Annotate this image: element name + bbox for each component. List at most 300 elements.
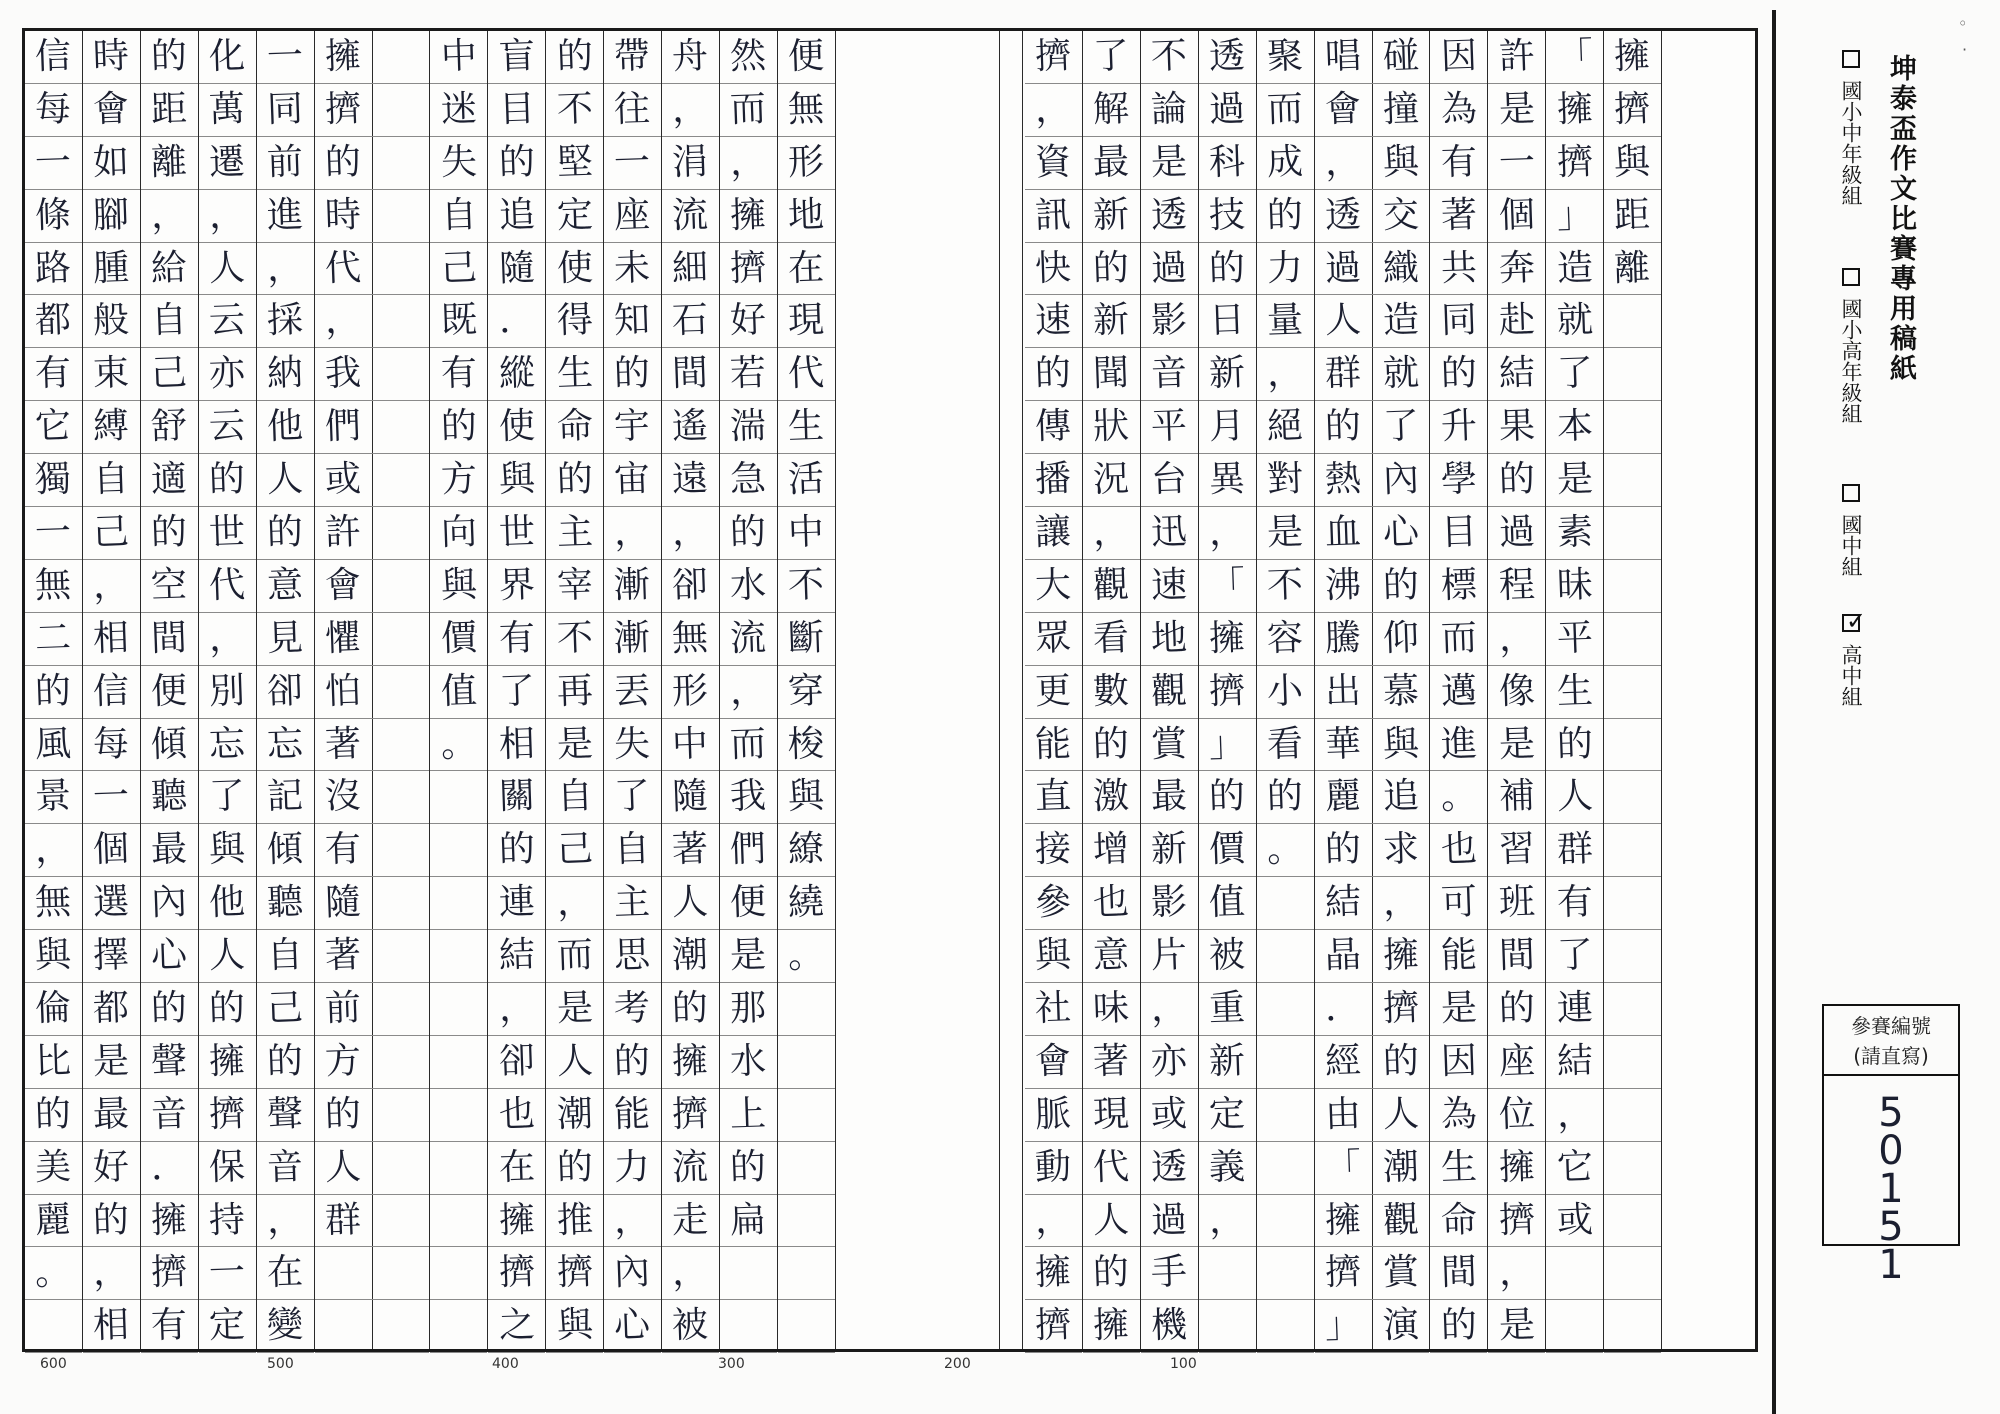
grid-cell[interactable] — [199, 1300, 256, 1353]
grid-cell[interactable] — [1604, 507, 1661, 560]
grid-cell[interactable] — [315, 613, 372, 666]
grid-cell[interactable] — [604, 401, 661, 454]
grid-cell[interactable] — [778, 719, 835, 772]
grid-cell[interactable] — [257, 824, 314, 877]
grid-cell[interactable] — [1546, 560, 1603, 613]
grid-cell[interactable] — [1546, 983, 1603, 1036]
grid-cell[interactable] — [25, 243, 82, 296]
grid-cell[interactable] — [1315, 1036, 1372, 1089]
grid-cell[interactable] — [315, 243, 372, 296]
grid-cell[interactable] — [1199, 1036, 1256, 1089]
grid-cell[interactable] — [1141, 983, 1198, 1036]
grid-cell[interactable] — [25, 84, 82, 137]
grid-cell[interactable] — [141, 930, 198, 983]
option-elementary-upper[interactable] — [1826, 268, 1866, 424]
grid-cell[interactable] — [315, 1300, 372, 1353]
grid-cell[interactable] — [430, 190, 487, 243]
grid-cell[interactable] — [546, 401, 603, 454]
grid-cell[interactable] — [1488, 824, 1545, 877]
grid-cell[interactable] — [372, 348, 429, 401]
grid-cell[interactable] — [1141, 1195, 1198, 1248]
grid-cell[interactable] — [25, 877, 82, 930]
grid-cell[interactable] — [1083, 1300, 1140, 1353]
grid-cell[interactable] — [1025, 1036, 1082, 1089]
grid-cell[interactable] — [257, 666, 314, 719]
grid-cell[interactable] — [430, 666, 487, 719]
grid-cell[interactable] — [662, 719, 719, 772]
grid-cell[interactable] — [1315, 824, 1372, 877]
grid-cell[interactable] — [1546, 84, 1603, 137]
grid-cell[interactable] — [720, 190, 777, 243]
grid-cell[interactable] — [141, 348, 198, 401]
grid-cell[interactable] — [372, 613, 429, 666]
grid-cell[interactable] — [1083, 190, 1140, 243]
grid-cell[interactable] — [1315, 560, 1372, 613]
grid-cell[interactable] — [1083, 560, 1140, 613]
grid-cell[interactable] — [1025, 771, 1082, 824]
grid-cell[interactable] — [662, 454, 719, 507]
grid-cell[interactable] — [778, 824, 835, 877]
grid-cell[interactable] — [1025, 507, 1082, 560]
grid-cell[interactable] — [1604, 930, 1661, 983]
grid-cell[interactable] — [83, 348, 140, 401]
grid-cell[interactable] — [604, 930, 661, 983]
grid-cell[interactable] — [488, 613, 545, 666]
grid-cell[interactable] — [1604, 771, 1661, 824]
option-senior-high[interactable] — [1826, 614, 1866, 707]
grid-cell[interactable] — [1430, 1089, 1487, 1142]
grid-cell[interactable] — [372, 31, 429, 84]
grid-cell[interactable] — [1257, 401, 1314, 454]
grid-cell[interactable] — [720, 930, 777, 983]
grid-cell[interactable] — [199, 401, 256, 454]
grid-cell[interactable] — [372, 507, 429, 560]
grid-cell[interactable] — [257, 1036, 314, 1089]
grid-cell[interactable] — [141, 771, 198, 824]
grid-cell[interactable] — [257, 401, 314, 454]
grid-cell[interactable] — [1372, 560, 1429, 613]
grid-cell[interactable] — [25, 1300, 82, 1353]
grid-cell[interactable] — [1141, 243, 1198, 296]
grid-cell[interactable] — [372, 983, 429, 1036]
grid-cell[interactable] — [141, 190, 198, 243]
grid-cell[interactable] — [199, 877, 256, 930]
grid-cell[interactable] — [1315, 1300, 1372, 1353]
grid-cell[interactable] — [1372, 137, 1429, 190]
grid-cell[interactable] — [430, 507, 487, 560]
grid-cell[interactable] — [83, 613, 140, 666]
grid-cell[interactable] — [1141, 295, 1198, 348]
grid-cell[interactable] — [1315, 84, 1372, 137]
grid-cell[interactable] — [1488, 243, 1545, 296]
grid-cell[interactable] — [1083, 1089, 1140, 1142]
grid-cell[interactable] — [1430, 666, 1487, 719]
grid-cell[interactable] — [25, 560, 82, 613]
grid-cell[interactable] — [720, 1142, 777, 1195]
grid-cell[interactable] — [1372, 1036, 1429, 1089]
grid-cell[interactable] — [720, 877, 777, 930]
grid-cell[interactable] — [1199, 771, 1256, 824]
grid-cell[interactable] — [1025, 1247, 1082, 1300]
grid-cell[interactable] — [1199, 190, 1256, 243]
grid-cell[interactable] — [257, 930, 314, 983]
grid-cell[interactable] — [488, 719, 545, 772]
grid-cell[interactable] — [1141, 1247, 1198, 1300]
grid-cell[interactable] — [604, 84, 661, 137]
grid-cell[interactable] — [1025, 84, 1082, 137]
grid-cell[interactable] — [430, 243, 487, 296]
grid-cell[interactable] — [1604, 824, 1661, 877]
grid-cell[interactable] — [430, 31, 487, 84]
grid-cell[interactable] — [662, 824, 719, 877]
grid-cell[interactable] — [1430, 137, 1487, 190]
grid-cell[interactable] — [430, 560, 487, 613]
grid-cell[interactable] — [199, 666, 256, 719]
grid-cell[interactable] — [372, 1142, 429, 1195]
grid-cell[interactable] — [199, 1247, 256, 1300]
grid-cell[interactable] — [604, 1300, 661, 1353]
grid-cell[interactable] — [1025, 348, 1082, 401]
grid-cell[interactable] — [662, 1247, 719, 1300]
grid-cell[interactable] — [778, 454, 835, 507]
grid-cell[interactable] — [1604, 560, 1661, 613]
grid-cell[interactable] — [83, 401, 140, 454]
grid-cell[interactable] — [199, 348, 256, 401]
grid-cell[interactable] — [1488, 560, 1545, 613]
grid-cell[interactable] — [488, 507, 545, 560]
grid-cell[interactable] — [1372, 877, 1429, 930]
grid-cell[interactable] — [1083, 719, 1140, 772]
grid-cell[interactable] — [1488, 771, 1545, 824]
grid-cell[interactable] — [546, 930, 603, 983]
grid-cell[interactable] — [1315, 348, 1372, 401]
grid-cell[interactable] — [1199, 401, 1256, 454]
grid-cell[interactable] — [315, 507, 372, 560]
grid-cell[interactable] — [1141, 1036, 1198, 1089]
grid-cell[interactable] — [257, 1195, 314, 1248]
grid-cell[interactable] — [25, 613, 82, 666]
grid-cell[interactable] — [1141, 666, 1198, 719]
grid-cell[interactable] — [1546, 295, 1603, 348]
grid-cell[interactable] — [430, 930, 487, 983]
grid-cell[interactable] — [257, 560, 314, 613]
grid-cell[interactable] — [1430, 1195, 1487, 1248]
grid-cell[interactable] — [141, 454, 198, 507]
grid-cell[interactable] — [1546, 877, 1603, 930]
grid-cell[interactable] — [604, 190, 661, 243]
grid-cell[interactable] — [257, 84, 314, 137]
grid-cell[interactable] — [257, 983, 314, 1036]
grid-cell[interactable] — [1025, 137, 1082, 190]
grid-cell[interactable] — [488, 1089, 545, 1142]
grid-cell[interactable] — [1372, 295, 1429, 348]
grid-cell[interactable] — [1141, 930, 1198, 983]
grid-cell[interactable] — [1141, 613, 1198, 666]
grid-cell[interactable] — [1025, 295, 1082, 348]
grid-cell[interactable] — [430, 1300, 487, 1353]
grid-cell[interactable] — [1083, 824, 1140, 877]
grid-cell[interactable] — [488, 190, 545, 243]
grid-cell[interactable] — [662, 348, 719, 401]
grid-cell[interactable] — [1372, 1089, 1429, 1142]
grid-cell[interactable] — [546, 719, 603, 772]
grid-cell[interactable] — [1488, 1142, 1545, 1195]
grid-cell[interactable] — [778, 84, 835, 137]
grid-cell[interactable] — [1488, 1300, 1545, 1353]
grid-cell[interactable] — [1083, 31, 1140, 84]
grid-cell[interactable] — [1083, 930, 1140, 983]
grid-cell[interactable] — [1083, 401, 1140, 454]
grid-cell[interactable] — [1546, 401, 1603, 454]
checked-checkbox-icon[interactable] — [1842, 614, 1860, 632]
grid-cell[interactable] — [1604, 1195, 1661, 1248]
grid-cell[interactable] — [1315, 454, 1372, 507]
grid-cell[interactable] — [1604, 190, 1661, 243]
grid-cell[interactable] — [720, 1300, 777, 1353]
grid-cell[interactable] — [1372, 771, 1429, 824]
grid-cell[interactable] — [83, 719, 140, 772]
grid-cell[interactable] — [1315, 666, 1372, 719]
grid-cell[interactable] — [372, 719, 429, 772]
grid-cell[interactable] — [546, 1036, 603, 1089]
grid-cell[interactable] — [83, 1300, 140, 1353]
grid-cell[interactable] — [315, 1036, 372, 1089]
grid-cell[interactable] — [372, 1089, 429, 1142]
grid-cell[interactable] — [141, 401, 198, 454]
grid-cell[interactable] — [372, 1247, 429, 1300]
grid-cell[interactable] — [720, 137, 777, 190]
grid-cell[interactable] — [662, 930, 719, 983]
grid-cell[interactable] — [546, 1089, 603, 1142]
grid-cell[interactable] — [778, 1300, 835, 1353]
grid-cell[interactable] — [662, 1142, 719, 1195]
grid-cell[interactable] — [1141, 507, 1198, 560]
checkbox-icon[interactable] — [1842, 268, 1860, 286]
grid-cell[interactable] — [778, 190, 835, 243]
grid-cell[interactable] — [141, 243, 198, 296]
grid-cell[interactable] — [372, 84, 429, 137]
grid-cell[interactable] — [546, 295, 603, 348]
grid-cell[interactable] — [199, 243, 256, 296]
grid-cell[interactable] — [1025, 719, 1082, 772]
grid-cell[interactable] — [25, 1036, 82, 1089]
grid-cell[interactable] — [778, 666, 835, 719]
grid-cell[interactable] — [662, 243, 719, 296]
grid-cell[interactable] — [1430, 613, 1487, 666]
grid-cell[interactable] — [83, 243, 140, 296]
grid-cell[interactable] — [488, 1247, 545, 1300]
grid-cell[interactable] — [720, 1195, 777, 1248]
grid-cell[interactable] — [546, 560, 603, 613]
grid-cell[interactable] — [1315, 1195, 1372, 1248]
grid-cell[interactable] — [1430, 930, 1487, 983]
grid-cell[interactable] — [546, 1247, 603, 1300]
grid-cell[interactable] — [1199, 31, 1256, 84]
grid-cell[interactable] — [83, 666, 140, 719]
grid-cell[interactable] — [315, 84, 372, 137]
grid-cell[interactable] — [141, 613, 198, 666]
grid-cell[interactable] — [1199, 666, 1256, 719]
grid-cell[interactable] — [141, 507, 198, 560]
grid-cell[interactable] — [662, 190, 719, 243]
grid-cell[interactable] — [199, 1195, 256, 1248]
grid-cell[interactable] — [1199, 507, 1256, 560]
grid-cell[interactable] — [604, 295, 661, 348]
grid-cell[interactable] — [1372, 243, 1429, 296]
grid-cell[interactable] — [546, 84, 603, 137]
grid-cell[interactable] — [1372, 454, 1429, 507]
grid-cell[interactable] — [1604, 666, 1661, 719]
grid-cell[interactable] — [662, 137, 719, 190]
grid-cell[interactable] — [25, 137, 82, 190]
grid-cell[interactable] — [604, 771, 661, 824]
grid-cell[interactable] — [141, 983, 198, 1036]
grid-cell[interactable] — [1257, 1089, 1314, 1142]
grid-cell[interactable] — [1141, 1300, 1198, 1353]
grid-cell[interactable] — [141, 84, 198, 137]
grid-cell[interactable] — [1257, 824, 1314, 877]
grid-cell[interactable] — [25, 771, 82, 824]
grid-cell[interactable] — [1025, 877, 1082, 930]
grid-cell[interactable] — [1257, 1247, 1314, 1300]
grid-cell[interactable] — [199, 507, 256, 560]
grid-cell[interactable] — [141, 295, 198, 348]
grid-cell[interactable] — [1430, 348, 1487, 401]
grid-cell[interactable] — [488, 1142, 545, 1195]
grid-cell[interactable] — [315, 31, 372, 84]
grid-cell[interactable] — [1025, 31, 1082, 84]
grid-cell[interactable] — [1083, 1036, 1140, 1089]
grid-cell[interactable] — [372, 137, 429, 190]
grid-cell[interactable] — [430, 824, 487, 877]
grid-cell[interactable] — [1025, 190, 1082, 243]
grid-cell[interactable] — [83, 507, 140, 560]
grid-cell[interactable] — [25, 666, 82, 719]
grid-cell[interactable] — [372, 243, 429, 296]
grid-cell[interactable] — [1315, 137, 1372, 190]
grid-cell[interactable] — [662, 1300, 719, 1353]
grid-cell[interactable] — [1025, 930, 1082, 983]
grid-cell[interactable] — [720, 613, 777, 666]
grid-cell[interactable] — [141, 1089, 198, 1142]
grid-cell[interactable] — [25, 454, 82, 507]
grid-cell[interactable] — [1199, 930, 1256, 983]
grid-cell[interactable] — [488, 454, 545, 507]
grid-cell[interactable] — [1083, 666, 1140, 719]
grid-cell[interactable] — [25, 1247, 82, 1300]
grid-cell[interactable] — [430, 1195, 487, 1248]
grid-cell[interactable] — [1199, 1089, 1256, 1142]
grid-cell[interactable] — [83, 1036, 140, 1089]
grid-cell[interactable] — [662, 666, 719, 719]
grid-cell[interactable] — [430, 401, 487, 454]
grid-cell[interactable] — [1315, 1089, 1372, 1142]
grid-cell[interactable] — [1257, 930, 1314, 983]
grid-cell[interactable] — [1372, 983, 1429, 1036]
grid-cell[interactable] — [546, 137, 603, 190]
grid-cell[interactable] — [662, 877, 719, 930]
grid-cell[interactable] — [141, 1247, 198, 1300]
grid-cell[interactable] — [1257, 771, 1314, 824]
grid-cell[interactable] — [1430, 824, 1487, 877]
grid-cell[interactable] — [488, 243, 545, 296]
grid-cell[interactable] — [1430, 560, 1487, 613]
grid-cell[interactable] — [1430, 1247, 1487, 1300]
grid-cell[interactable] — [199, 824, 256, 877]
grid-cell[interactable] — [1257, 613, 1314, 666]
grid-cell[interactable] — [1372, 1300, 1429, 1353]
grid-cell[interactable] — [1430, 295, 1487, 348]
grid-cell[interactable] — [546, 983, 603, 1036]
grid-cell[interactable] — [546, 1142, 603, 1195]
grid-cell[interactable] — [257, 1089, 314, 1142]
grid-cell[interactable] — [1199, 560, 1256, 613]
grid-cell[interactable] — [1372, 31, 1429, 84]
grid-cell[interactable] — [1315, 401, 1372, 454]
grid-cell[interactable] — [1141, 31, 1198, 84]
grid-cell[interactable] — [25, 1089, 82, 1142]
grid-cell[interactable] — [1257, 31, 1314, 84]
grid-cell[interactable] — [546, 1195, 603, 1248]
grid-cell[interactable] — [25, 930, 82, 983]
grid-cell[interactable] — [1372, 190, 1429, 243]
grid-cell[interactable] — [662, 771, 719, 824]
grid-cell[interactable] — [1257, 666, 1314, 719]
grid-cell[interactable] — [1315, 243, 1372, 296]
option-elementary-middle[interactable] — [1826, 50, 1866, 206]
grid-cell[interactable] — [372, 295, 429, 348]
grid-cell[interactable] — [199, 771, 256, 824]
grid-cell[interactable] — [662, 401, 719, 454]
grid-cell[interactable] — [1025, 666, 1082, 719]
grid-cell[interactable] — [1257, 454, 1314, 507]
grid-cell[interactable] — [1430, 983, 1487, 1036]
grid-cell[interactable] — [488, 560, 545, 613]
grid-cell[interactable] — [430, 1247, 487, 1300]
grid-cell[interactable] — [488, 295, 545, 348]
grid-cell[interactable] — [1257, 983, 1314, 1036]
grid-cell[interactable] — [488, 348, 545, 401]
grid-cell[interactable] — [1604, 1300, 1661, 1353]
grid-cell[interactable] — [1141, 454, 1198, 507]
grid-cell[interactable] — [1488, 31, 1545, 84]
grid-cell[interactable] — [1488, 401, 1545, 454]
grid-cell[interactable] — [25, 348, 82, 401]
grid-cell[interactable] — [488, 1036, 545, 1089]
grid-cell[interactable] — [604, 1142, 661, 1195]
grid-cell[interactable] — [25, 719, 82, 772]
grid-cell[interactable] — [662, 507, 719, 560]
grid-cell[interactable] — [488, 771, 545, 824]
grid-cell[interactable] — [720, 84, 777, 137]
grid-cell[interactable] — [1604, 454, 1661, 507]
grid-cell[interactable] — [83, 1247, 140, 1300]
grid-cell[interactable] — [1141, 137, 1198, 190]
grid-cell[interactable] — [315, 295, 372, 348]
grid-cell[interactable] — [1141, 771, 1198, 824]
grid-cell[interactable] — [1546, 1300, 1603, 1353]
grid-cell[interactable] — [778, 930, 835, 983]
grid-cell[interactable] — [1604, 401, 1661, 454]
grid-cell[interactable] — [257, 137, 314, 190]
grid-cell[interactable] — [1199, 1247, 1256, 1300]
grid-cell[interactable] — [83, 771, 140, 824]
grid-cell[interactable] — [1257, 190, 1314, 243]
grid-cell[interactable] — [778, 348, 835, 401]
grid-cell[interactable] — [1488, 348, 1545, 401]
grid-cell[interactable] — [141, 1195, 198, 1248]
grid-cell[interactable] — [1488, 507, 1545, 560]
